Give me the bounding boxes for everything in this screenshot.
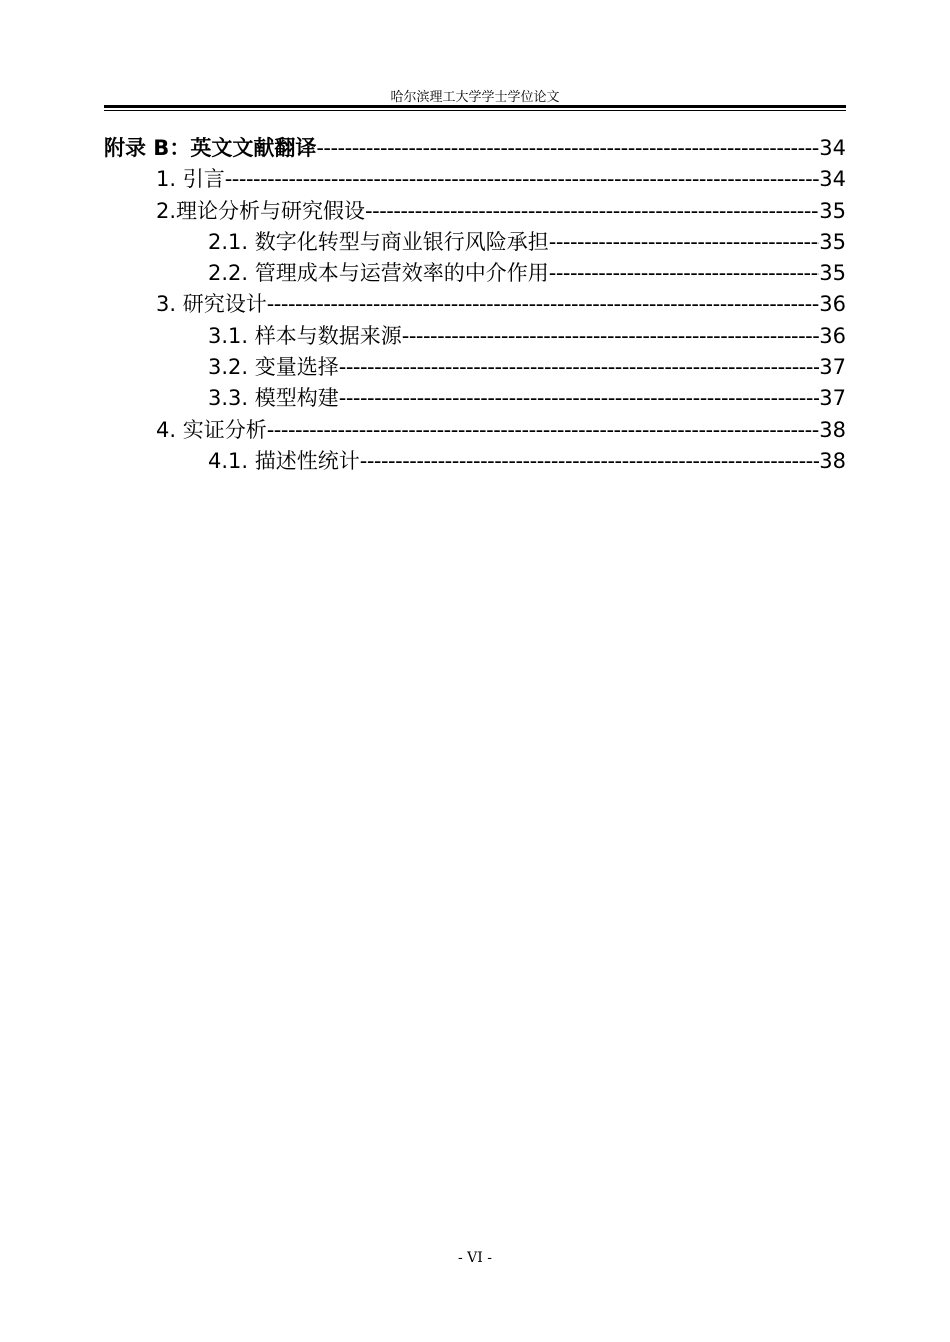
toc-entry-title: 4.1. 描述性统计 (208, 448, 360, 473)
toc-entry-title: 3.2. 变量选择 (208, 355, 339, 380)
dot-leader (365, 196, 819, 227)
toc-entry-2-2[interactable] (104, 258, 846, 289)
header-rule-thick (104, 105, 846, 108)
toc-entry-title: 3. 研究设计 (156, 292, 267, 317)
dot-leader (267, 289, 820, 320)
dot-leader (549, 258, 820, 289)
toc-entry-title: 2.2. 管理成本与运营效率的中介作用 (208, 261, 549, 286)
toc-page-number: 37 (819, 355, 846, 380)
toc-entry-4[interactable] (104, 415, 846, 446)
toc-page-number: 34 (819, 167, 846, 192)
table-of-contents (104, 133, 846, 477)
toc-entry-appendix-b[interactable] (104, 133, 846, 164)
toc-entry-2[interactable] (104, 196, 846, 227)
toc-page-number: 34 (819, 136, 846, 160)
dot-leader (316, 133, 819, 164)
dot-leader (267, 415, 820, 446)
dot-leader (402, 321, 820, 352)
toc-entry-title: 4. 实证分析 (156, 417, 267, 442)
toc-page-number: 38 (819, 448, 846, 473)
header-rule-thin (104, 110, 846, 111)
toc-entry-title: 3.1. 样本与数据来源 (208, 323, 402, 348)
dot-leader (225, 164, 820, 195)
toc-entry-4-1[interactable] (104, 446, 846, 477)
toc-entry-title: 3.3. 模型构建 (208, 386, 339, 411)
toc-entry-2-1[interactable] (104, 227, 846, 258)
page-number-footer: - VI - (457, 1250, 492, 1266)
dot-leader (339, 383, 820, 414)
toc-entry-1[interactable] (104, 164, 846, 195)
dot-leader (339, 352, 820, 383)
toc-page-number: 37 (819, 386, 846, 411)
toc-page-number: 35 (819, 261, 846, 286)
toc-page-number: 36 (819, 323, 846, 348)
toc-entry-title: 2.理论分析与研究假设 (156, 198, 366, 223)
toc-entry-title: 1. 引言 (156, 167, 225, 192)
dot-leader (549, 227, 820, 258)
toc-entry-title: 2.1. 数字化转型与商业银行风险承担 (208, 229, 549, 254)
toc-entry-3-1[interactable] (104, 321, 846, 352)
dot-leader (360, 446, 820, 477)
toc-page-number: 36 (819, 292, 846, 317)
toc-page-number: 38 (819, 417, 846, 442)
toc-entry-3-3[interactable] (104, 383, 846, 414)
toc-page-number: 35 (819, 229, 846, 254)
toc-entry-3-2[interactable] (104, 352, 846, 383)
toc-entry-title: 附录 B：英文文献翻译 (104, 136, 317, 160)
running-header: 哈尔滨理工大学学士学位论文 (390, 90, 560, 105)
toc-entry-3[interactable] (104, 289, 846, 320)
toc-page-number: 35 (819, 198, 846, 223)
